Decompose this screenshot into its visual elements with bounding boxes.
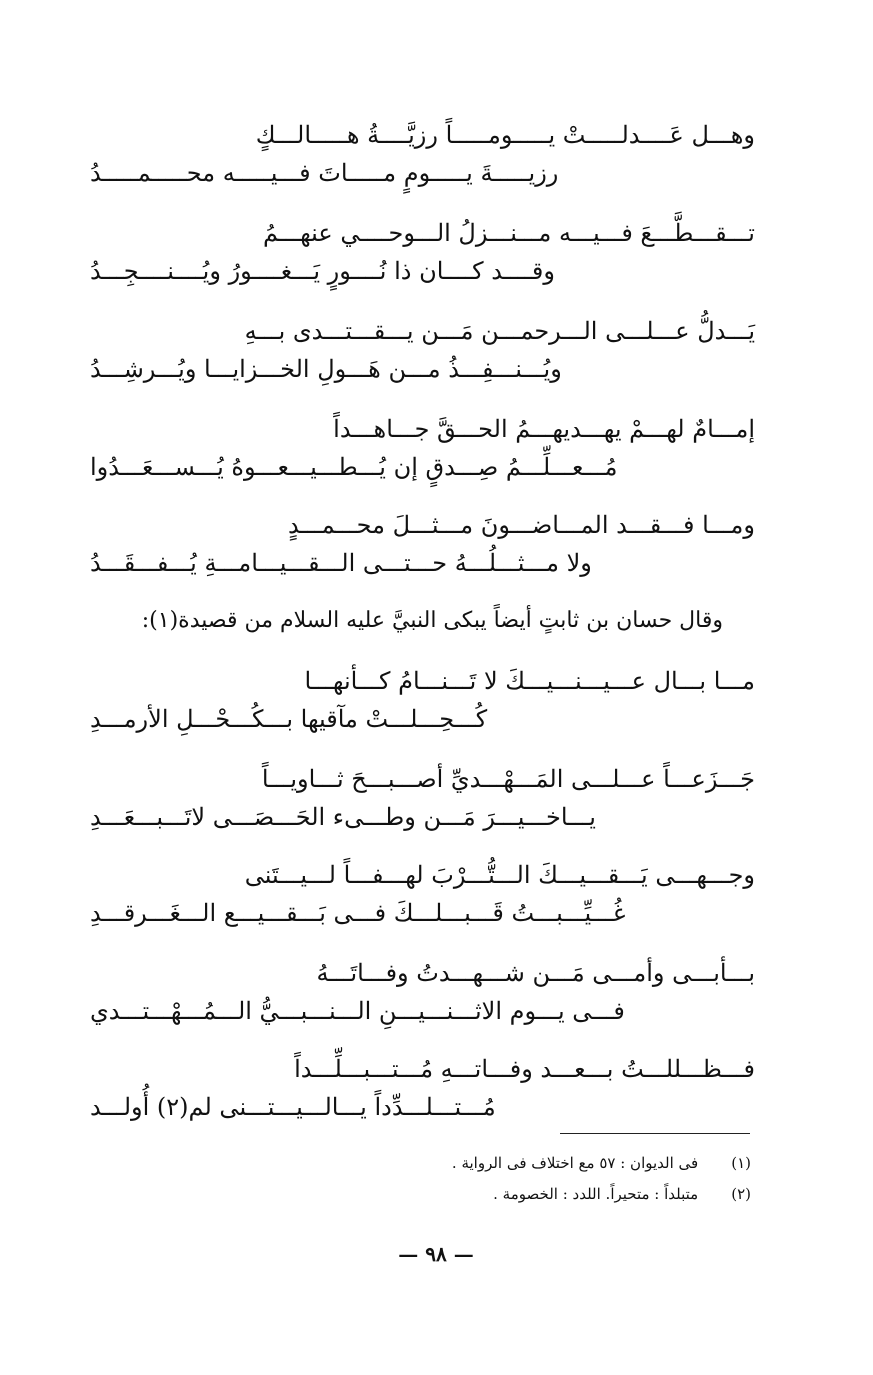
- verse-second-hemistich: فـــى يـــوم الاثـــنـــيـــنِ الـــنـــبـــيُّ الـــمُـــهْـــتـــدي: [90, 997, 625, 1025]
- verse-second-hemistich: يـــاخـــيـــرَ مَـــن وطـــىء الحَـــصَـــى لاتَـــبـــعَـــدِ: [90, 803, 596, 831]
- verse-first-hemistich: إمـــامٌ لهـــمْ يهـــديهـــمُ الحـــقَّ جـــاهـــداً: [333, 415, 755, 443]
- footnote-divider: [560, 1133, 750, 1134]
- verse-second-hemistich: غُـــيِّـــبـــتُ قَـــبـــلـــكَ فـــى بَـــقـــيـــع الـــغَـــرقـــدِ: [90, 899, 626, 927]
- verse-second-hemistich: مُـــتـــلـــدِّداً يـــالـــيـــتـــنى لم(٢) أُولـــد: [90, 1093, 496, 1121]
- verse-2: [90, 218, 755, 288]
- verse-first-hemistich: تـــقـــطَّـــعَ فـــيـــه مـــنـــزلُ الـــوحــــي عنهـــمُ: [263, 219, 755, 247]
- verse-second-hemistich: ويُـــنـــفِـــذُ مـــن هَـــولِ الخـــزايـــا ويُـــرشِـــدُ: [90, 355, 562, 383]
- verse-first-hemistich: وهـــل عَــــدلـــــتْ يـــــومـــــاً رزيَّــــةُ هـــــالـــكٍ: [255, 121, 755, 149]
- footnote-number: (١): [731, 1154, 751, 1172]
- footnote-1: [191, 1153, 751, 1173]
- verse-first-hemistich: ومـــا فـــقـــد المـــاضـــونَ مـــثـــلَ محـــمـــدٍ: [288, 511, 755, 539]
- footnote-number: (٢): [731, 1185, 751, 1203]
- verse-first-hemistich: فـــظـــللـــتُ بـــعـــد وفـــاتـــهِ مُـــتـــبـــلِّـــداً: [294, 1055, 755, 1083]
- poem-introduction: وقال حسان بن ثابتٍ أيضاً يبكى النبيَّ عليه السلام من قصيدة(١):: [141, 608, 723, 633]
- verse-second-hemistich: رزيـــــةَ يـــــومٍ مـــــاتَ فـــيـــــه محـــــمـــــدُ: [90, 159, 559, 187]
- verse-second-hemistich: وقــــد كــــان ذا نُــــورٍ يَـــغــــورُ ويُــــنــــجِـــدُ: [90, 257, 555, 285]
- verse-second-hemistich: مُـــعـــلِّـــمُ صِـــدقٍ إن يُـــطـــيـــعـــوهُ يُـــســـعَـــدُوا: [90, 453, 618, 481]
- verse-4: [90, 414, 755, 484]
- verse-10: [90, 1054, 755, 1124]
- verse-3: [90, 316, 755, 386]
- verse-first-hemistich: وجـــهـــى يَـــقـــيـــكَ الـــتُّـــرْبَ لهـــفـــاً لـــيـــتَنى: [244, 861, 755, 889]
- footnote-text: متبلداً : متحيراً. اللدد : الخصومة .: [493, 1185, 699, 1203]
- footnote-2: [191, 1184, 751, 1204]
- footnote-text: فى الديوان : ٥٧ مع اختلاف فى الرواية .: [451, 1154, 699, 1172]
- verse-second-hemistich: ولا مـــثـــلُـــهُ حـــتـــى الـــقـــيـــامـــةِ يُـــفـــقَـــدُ: [90, 549, 592, 577]
- verse-first-hemistich: بـــأبـــى وأمـــى مَـــن شـــهـــدتُ وفـــاتَـــهُ: [316, 959, 755, 987]
- verse-5: [90, 510, 755, 580]
- verse-7: [90, 764, 755, 834]
- verse-6: [90, 666, 755, 736]
- verse-second-hemistich: كُـــحِـــلـــتْ مآقيها بـــكُـــحْـــلِ الأرمـــدِ: [90, 705, 488, 733]
- verse-9: [90, 958, 755, 1028]
- verse-first-hemistich: مـــا بـــال عـــيـــنـــيـــكَ لا تَـــنـــامُ كـــأنهـــا: [304, 667, 755, 695]
- verse-first-hemistich: يَـــدلُّ عـــلـــى الـــرحمـــن مَـــن يـــقـــتـــدى بـــهِ: [244, 317, 755, 345]
- verse-8: [90, 860, 755, 930]
- page-number: — ٩٨ —: [398, 1242, 474, 1266]
- verse-1: [90, 120, 755, 190]
- verse-first-hemistich: جَـــزَعـــاً عـــلـــى المَـــهْـــديِّ أصـــبـــحَ ثـــاويـــاً: [261, 765, 755, 793]
